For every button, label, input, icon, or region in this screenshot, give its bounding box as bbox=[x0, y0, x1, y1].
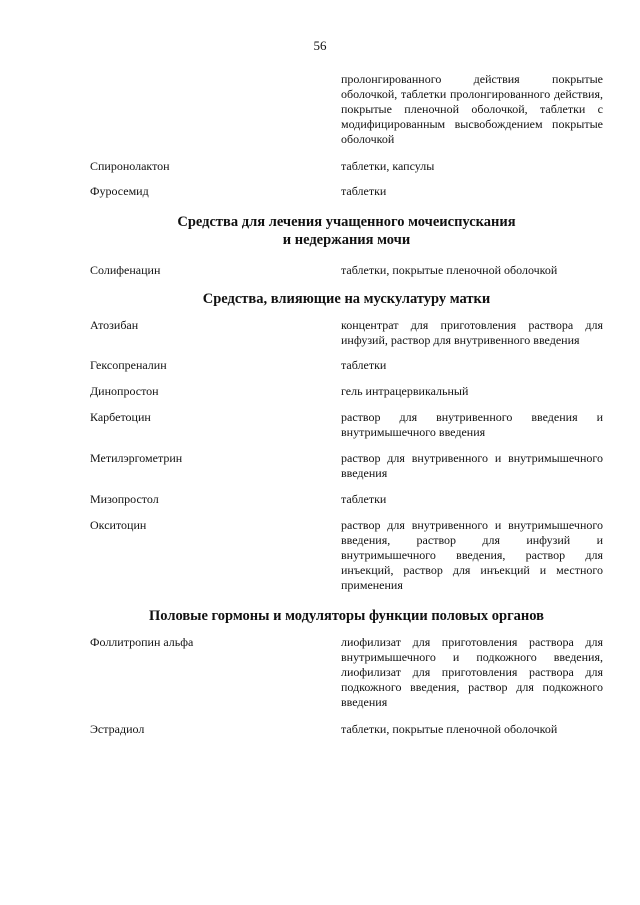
drug-row bbox=[90, 492, 603, 507]
drug-name: Фоллитропин альфа bbox=[90, 635, 194, 649]
drug-name: Мизопростол bbox=[90, 492, 159, 506]
dosage-form: раствор для внутривенного и внутримышечного введения, раствор для инфузий и внутримышечного введения, раствор для инъекций, раствор для инъекций и местного применения bbox=[341, 518, 603, 592]
drug-row bbox=[90, 518, 603, 593]
dosage-form: раствор для внутривенного и внутримышечного введения bbox=[341, 451, 603, 480]
drug-row bbox=[90, 159, 603, 174]
dosage-form: таблетки, покрытые пленочной оболочкой bbox=[341, 263, 558, 277]
drug-row bbox=[90, 358, 603, 373]
section-heading-urinary bbox=[90, 213, 603, 249]
drug-name: Эстрадиол bbox=[90, 722, 145, 736]
drug-name: Гексопреналин bbox=[90, 358, 167, 372]
carryover-row bbox=[90, 72, 603, 147]
dosage-form: таблетки bbox=[341, 492, 387, 506]
drug-name: Солифенацин bbox=[90, 263, 161, 277]
drug-row bbox=[90, 384, 603, 399]
dosage-form: гель интрацервикальный bbox=[341, 384, 469, 398]
section-heading-line: Средства для лечения учащенного мочеиспускания bbox=[177, 214, 516, 230]
drug-row bbox=[90, 263, 603, 278]
section-heading-hormones: Половые гормоны и модуляторы функции половых органов bbox=[148, 608, 545, 624]
carryover-form: пролонгированного действия покрытые оболочкой, таблетки пролонгированного действия, покрытые пленочной оболочкой, таблетки с модифицированным высвобождением покрытые оболочкой bbox=[341, 72, 603, 146]
drug-row bbox=[90, 451, 603, 481]
dosage-form: концентрат для приготовления раствора для инфузий, раствор для внутривенного введения bbox=[341, 318, 603, 347]
section-heading-uterus: Средства, влияющие на мускулатуру матки bbox=[202, 291, 491, 307]
dosage-form: раствор для внутривенного введения и внутримышечного введения bbox=[341, 410, 603, 439]
page-number: 56 bbox=[313, 38, 327, 53]
drug-row bbox=[90, 722, 603, 737]
drug-row bbox=[90, 318, 603, 348]
drug-name: Спиронолактон bbox=[90, 159, 170, 173]
drug-name: Карбетоцин bbox=[90, 410, 151, 424]
drug-name: Метилэргометрин bbox=[90, 451, 183, 465]
drug-row bbox=[90, 410, 603, 440]
dosage-form: таблетки, капсулы bbox=[341, 159, 435, 173]
section-heading-line: и недержания мочи bbox=[282, 232, 411, 248]
drug-row bbox=[90, 635, 603, 710]
dosage-form: лиофилизат для приготовления раствора для внутримышечного и подкожного введения, лиофилизат для приготовления раствора для подкожного введения, раствор для подкожного введения bbox=[341, 635, 603, 709]
drug-row bbox=[90, 184, 603, 199]
drug-name: Фуросемид bbox=[90, 184, 149, 198]
dosage-form: таблетки, покрытые пленочной оболочкой bbox=[341, 722, 558, 736]
drug-name: Окситоцин bbox=[90, 518, 147, 532]
dosage-form: таблетки bbox=[341, 184, 387, 198]
drug-name: Атозибан bbox=[90, 318, 139, 332]
drug-list bbox=[90, 72, 603, 737]
dosage-form: таблетки bbox=[341, 358, 387, 372]
drug-name: Динопростон bbox=[90, 384, 159, 398]
